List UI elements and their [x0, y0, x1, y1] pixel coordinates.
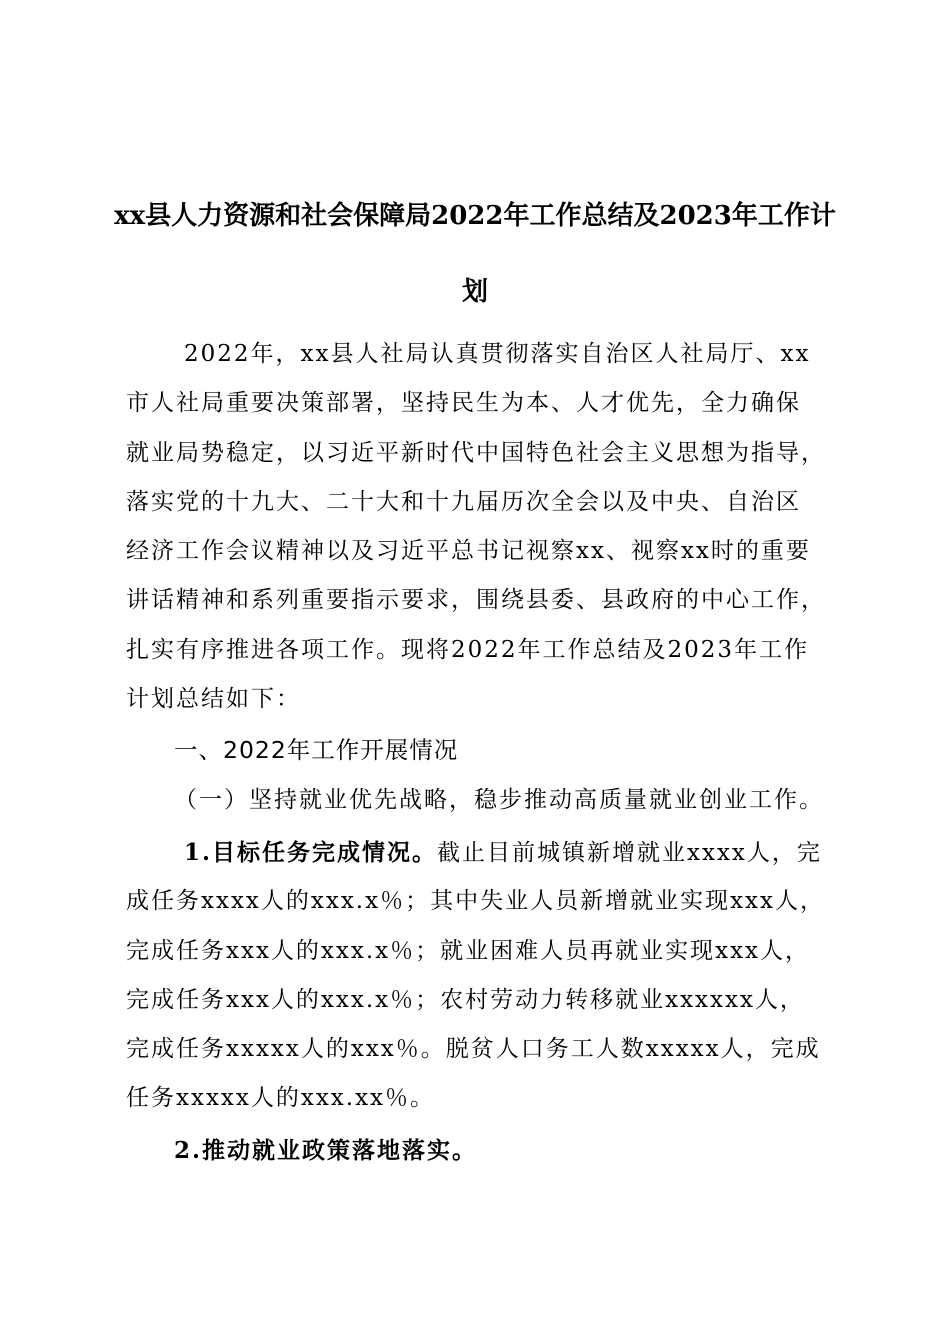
intro-line: 就业局势稳定，以习近平新时代中国特色社会主义思想为指导，	[126, 439, 826, 466]
para-lead-title: 1.目标任务完成情况。	[184, 839, 438, 866]
para-line: 完成任务xxx人的xxx.x％；农村劳动力转移就业xxxxxx人，	[126, 986, 805, 1013]
intro-line: 计划总结如下：	[126, 686, 301, 713]
title-line-1: xx县人力资源和社会保障局2022年工作总结及2023年工作计	[114, 201, 836, 231]
document-title	[110, 178, 840, 330]
section-heading-1: 一、2022年工作开展情况	[174, 736, 459, 764]
intro-line: 落实党的十九大、二十大和十九届历次全会以及中央、自治区	[126, 488, 801, 515]
para-first-line	[126, 828, 836, 877]
para-line: 成任务xxxx人的xxx.x％；其中失业人员新增就业实现xxx人，	[126, 888, 825, 915]
intro-line: 扎实有序推进各项工作。现将2022年工作总结及2023年工作	[126, 636, 810, 663]
title-line-2: 划	[461, 277, 488, 307]
para-lead-text: 截止目前城镇新增就业xxxx人，完	[437, 840, 822, 866]
para-line: 任务xxxxx人的xxx.xx％。	[126, 1085, 436, 1112]
subsection-heading-2: 2.推动就业政策落地落实。	[174, 1137, 478, 1164]
intro-paragraph	[126, 330, 836, 724]
para-line: 完成任务xxx人的xxx.x％；就业困难人员再就业实现xxx人，	[126, 937, 811, 964]
intro-line: 经济工作会议精神以及习近平总书记视察xx、视察xx时的重要	[126, 538, 811, 565]
target-completion-paragraph	[126, 828, 836, 1124]
intro-line: 市人社局重要决策部署，坚持民生为本、人才优先，全力确保	[126, 390, 801, 417]
intro-line: 讲话精神和系列重要指示要求，围绕县委、县政府的中心工作，	[126, 587, 826, 614]
intro-line: 2022年，xx县人社局认真贯彻落实自治区人社局厅、xx	[184, 341, 811, 367]
para-line: 完成任务xxxxx人的xxx％。脱贫人口务工人数xxxxx人，完成	[126, 1036, 821, 1063]
subsection-heading-1: （一）坚持就业优先战略，稳步推动高质量就业创业工作。	[174, 787, 824, 813]
